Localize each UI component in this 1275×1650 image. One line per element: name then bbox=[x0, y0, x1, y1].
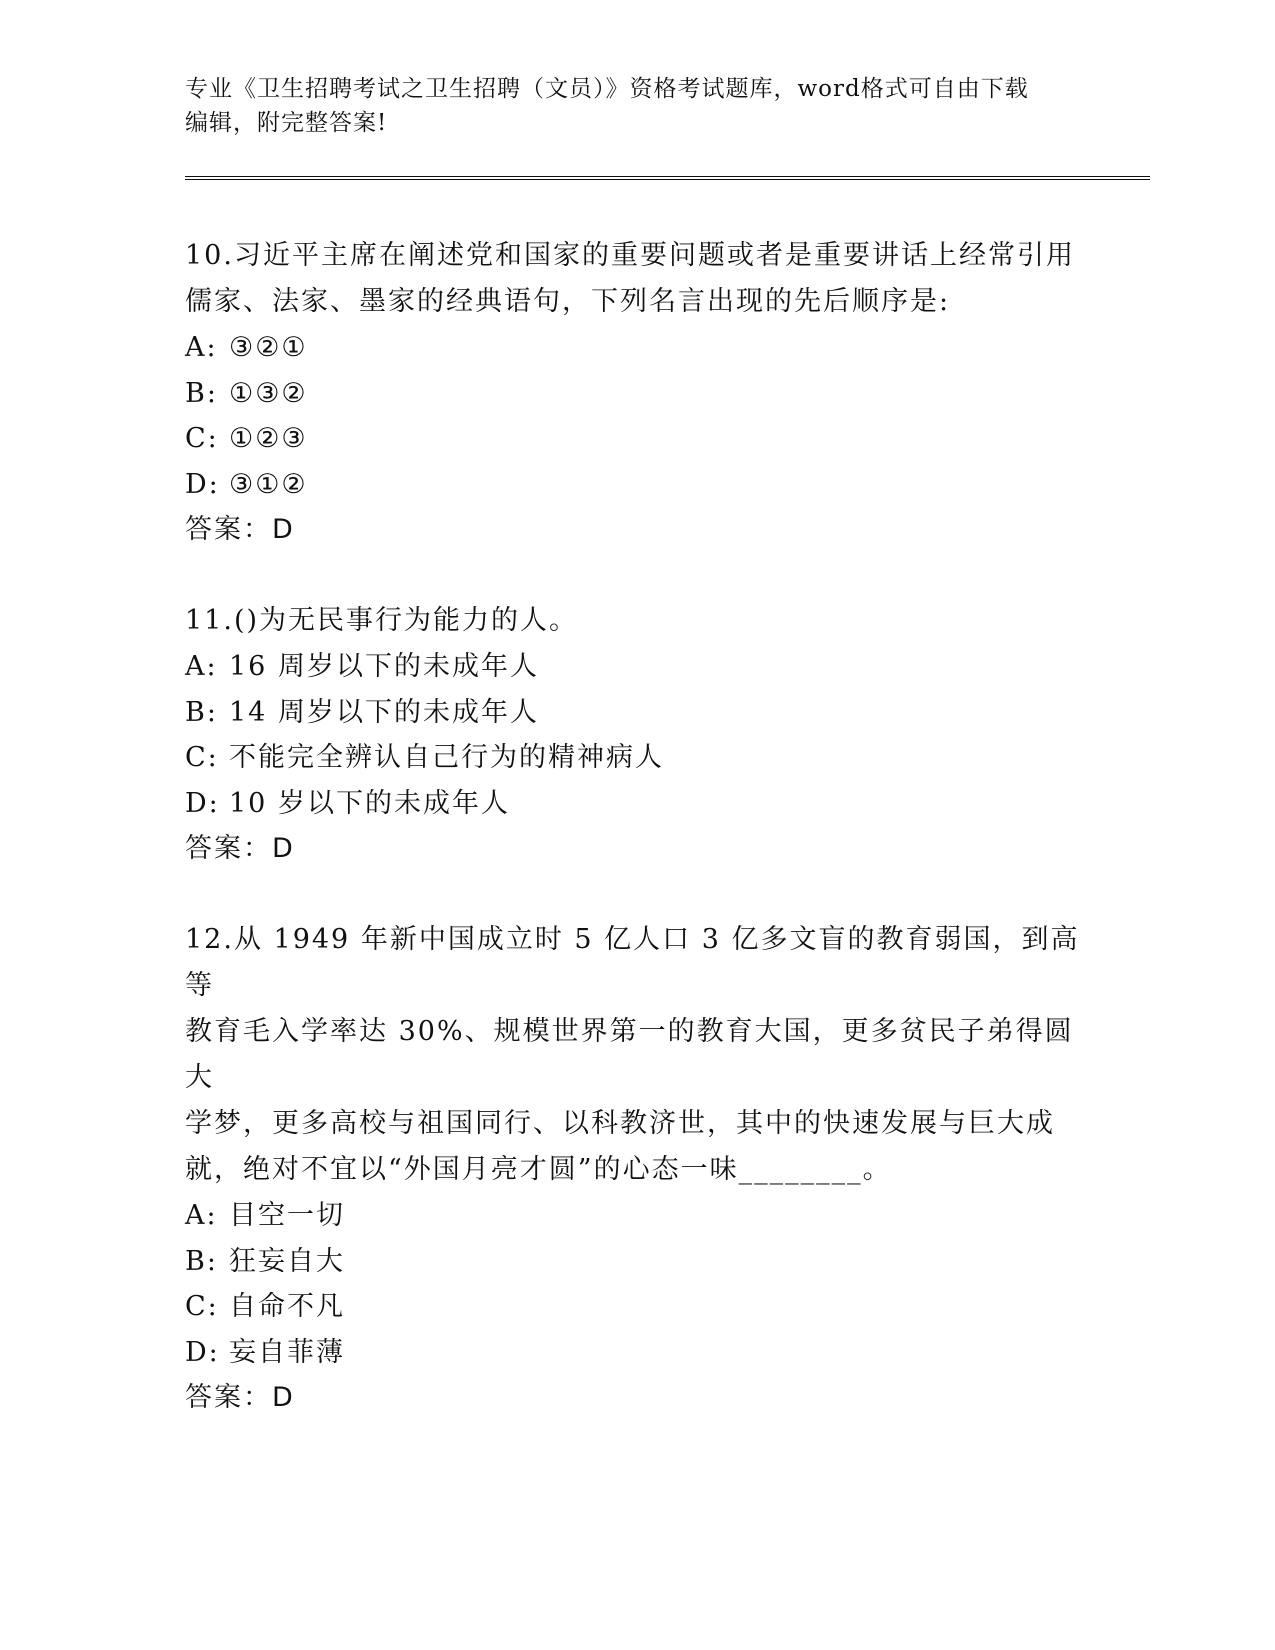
option-b bbox=[185, 1239, 1085, 1285]
question-stem-line: 11.()为无民事行为能力的人。 bbox=[185, 605, 579, 636]
option-letter: A: bbox=[185, 332, 218, 363]
option-text: 14 周岁以下的未成年人 bbox=[229, 696, 539, 728]
question-11 bbox=[185, 598, 1085, 872]
option-letter: A: bbox=[185, 1200, 218, 1231]
option-text: 10 岁以下的未成年人 bbox=[229, 787, 510, 819]
option-text: 不能完全辨认自己行为的精神病人 bbox=[229, 742, 664, 773]
option-letter: A: bbox=[185, 651, 218, 682]
option-text: ③②① bbox=[229, 332, 308, 363]
option-text: ③①② bbox=[229, 468, 308, 500]
option-text: 自命不凡 bbox=[229, 1291, 345, 1322]
question-stem-line: 学梦，更多高校与祖国同行、以科教济世，其中的快速发展与巨大成 bbox=[185, 1108, 1055, 1139]
question-stem-line: 教育毛入学率达 30%、规模世界第一的教育大国，更多贫民子弟得圆大 bbox=[185, 1016, 1074, 1093]
option-b bbox=[185, 690, 1085, 736]
option-text: 16 周岁以下的未成年人 bbox=[229, 651, 539, 682]
document-intro bbox=[185, 72, 1075, 140]
option-text: ①③② bbox=[229, 377, 308, 409]
option-letter: B: bbox=[185, 696, 218, 728]
question-12 bbox=[185, 917, 1085, 1421]
intro-line-2: 编辑，附完整答案! bbox=[185, 110, 388, 136]
question-10 bbox=[185, 233, 1085, 553]
option-letter: C: bbox=[185, 742, 219, 773]
option-letter: B: bbox=[185, 377, 218, 409]
question-stem-line: 12.从 1949 年新中国成立时 5 亿人口 3 亿多文盲的教育弱国，到高等 bbox=[185, 924, 1080, 1001]
question-stem-line: 就，绝对不宜以“外国月亮才圆”的心态一味________。 bbox=[185, 1154, 892, 1185]
option-letter: D: bbox=[185, 1336, 220, 1368]
option-text: 狂妄自大 bbox=[229, 1245, 345, 1277]
option-text: 妄自菲薄 bbox=[229, 1336, 345, 1368]
option-d bbox=[185, 781, 1085, 827]
option-d bbox=[185, 1330, 1085, 1376]
answer-line: 答案：D bbox=[185, 514, 295, 545]
option-letter: C: bbox=[185, 423, 219, 454]
question-stem-line: 儒家、法家、墨家的经典语句，下列名言出现的先后顺序是: bbox=[185, 286, 951, 317]
option-c bbox=[185, 1284, 1085, 1330]
option-letter: C: bbox=[185, 1291, 219, 1322]
header-divider bbox=[185, 176, 1150, 180]
option-letter: D: bbox=[185, 787, 220, 819]
option-b bbox=[185, 371, 1085, 417]
option-d bbox=[185, 462, 1085, 508]
option-a bbox=[185, 644, 1085, 690]
option-c bbox=[185, 416, 1085, 462]
intro-line-1: 专业《卫生招聘考试之卫生招聘（文员）》资格考试题库，word格式可自由下载 bbox=[185, 76, 1029, 102]
option-a bbox=[185, 1193, 1085, 1239]
option-a bbox=[185, 325, 1085, 371]
option-c bbox=[185, 735, 1085, 781]
option-letter: B: bbox=[185, 1245, 218, 1277]
answer-line: 答案：D bbox=[185, 833, 295, 864]
question-stem-line: 10.习近平主席在阐述党和国家的重要问题或者是重要讲话上经常引用 bbox=[185, 240, 1075, 271]
option-text: 目空一切 bbox=[229, 1200, 345, 1231]
option-letter: D: bbox=[185, 468, 220, 500]
answer-line: 答案：D bbox=[185, 1382, 295, 1413]
option-text: ①②③ bbox=[229, 423, 308, 454]
